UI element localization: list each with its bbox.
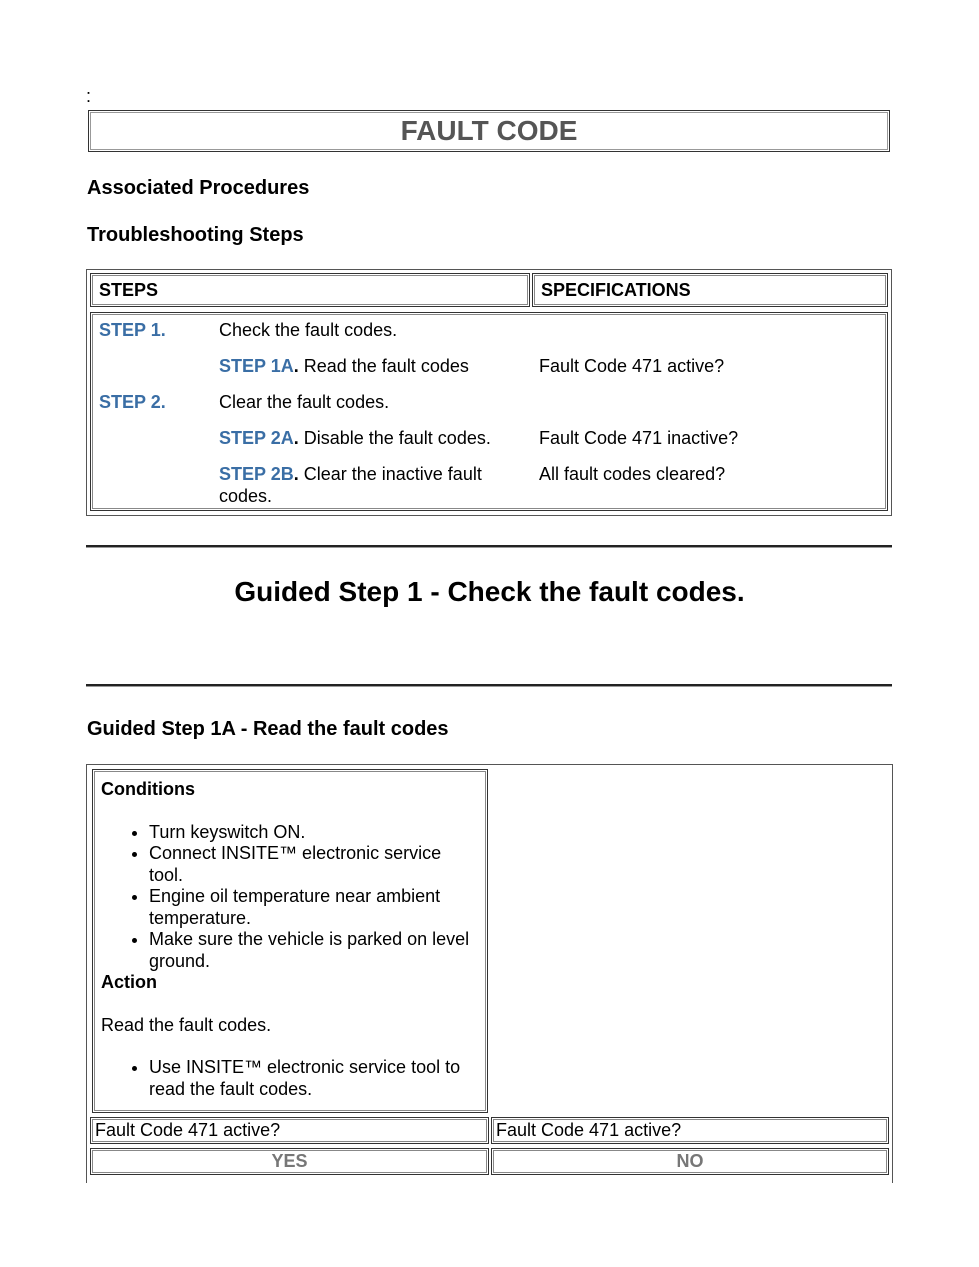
list-item: • Use INSITE™ electronic service tool to read the fault codes.: [149, 1057, 479, 1100]
steps-column-header: STEPS: [90, 273, 530, 307]
divider: [86, 684, 892, 687]
step-1a-spec: Fault Code 471 active?: [539, 356, 725, 376]
page-title: FAULT CODE: [88, 110, 890, 152]
conditions-list: [101, 822, 479, 973]
steps-table-body: [90, 312, 888, 511]
specifications-column-header: SPECIFICATIONS: [532, 273, 888, 307]
step-2b-spec: All fault codes cleared?: [539, 464, 726, 484]
step-1a-row: STEP 1A. Read the fault codes: [219, 356, 469, 376]
guided-step-1a-table: [86, 764, 893, 1183]
step-2b-text-cont: codes.: [219, 486, 273, 506]
question-left: Fault Code 471 active?: [90, 1117, 489, 1144]
list-item: • Engine oil temperature near ambient temperature.: [149, 886, 479, 929]
divider: [86, 545, 892, 548]
action-label: Action: [101, 972, 157, 992]
list-item: • Connect INSITE™ electronic service tool.: [149, 843, 479, 886]
guided-step-1-heading: Guided Step 1 - Check the fault codes.: [234, 576, 745, 607]
guided-step-1a-heading: Guided Step 1A - Read the fault codes: [87, 718, 449, 740]
step-2b-text: Clear the inactive fault: [303, 464, 482, 484]
action-list: [101, 1057, 479, 1100]
step-2a-row: STEP 2A. Disable the fault codes.: [219, 428, 491, 448]
troubleshooting-steps-heading: Troubleshooting Steps: [87, 224, 304, 246]
step-2a-link[interactable]: STEP 2A: [219, 428, 294, 448]
associated-procedures-heading: Associated Procedures: [87, 177, 310, 199]
conditions-label: Conditions: [101, 779, 195, 799]
list-item: • Make sure the vehicle is parked on level ground.: [149, 929, 479, 972]
step-1a-text: Read the fault codes: [303, 356, 469, 376]
step-1-link[interactable]: STEP 1.: [99, 320, 166, 340]
step-2-text: Clear the fault codes.: [219, 392, 390, 412]
no-button[interactable]: NO: [491, 1148, 889, 1175]
action-text: Read the fault codes.: [101, 1014, 272, 1035]
step-1a-link[interactable]: STEP 1A: [219, 356, 294, 376]
step-2b-link[interactable]: STEP 2B: [219, 464, 294, 484]
step-2a-spec: Fault Code 471 inactive?: [539, 428, 739, 448]
yes-button[interactable]: YES: [90, 1148, 489, 1175]
step-2-link[interactable]: STEP 2.: [99, 392, 166, 412]
step-1-text: Check the fault codes.: [219, 320, 398, 340]
step-2a-text: Disable the fault codes.: [303, 428, 491, 448]
list-item: • Turn keyswitch ON.: [149, 822, 479, 844]
conditions-action-box: [92, 769, 488, 1113]
step-2b-row: STEP 2B. Clear the inactive fault: [219, 464, 482, 484]
stray-colon: :: [86, 86, 92, 106]
question-right: Fault Code 471 active?: [491, 1117, 889, 1144]
steps-table: [86, 269, 892, 516]
